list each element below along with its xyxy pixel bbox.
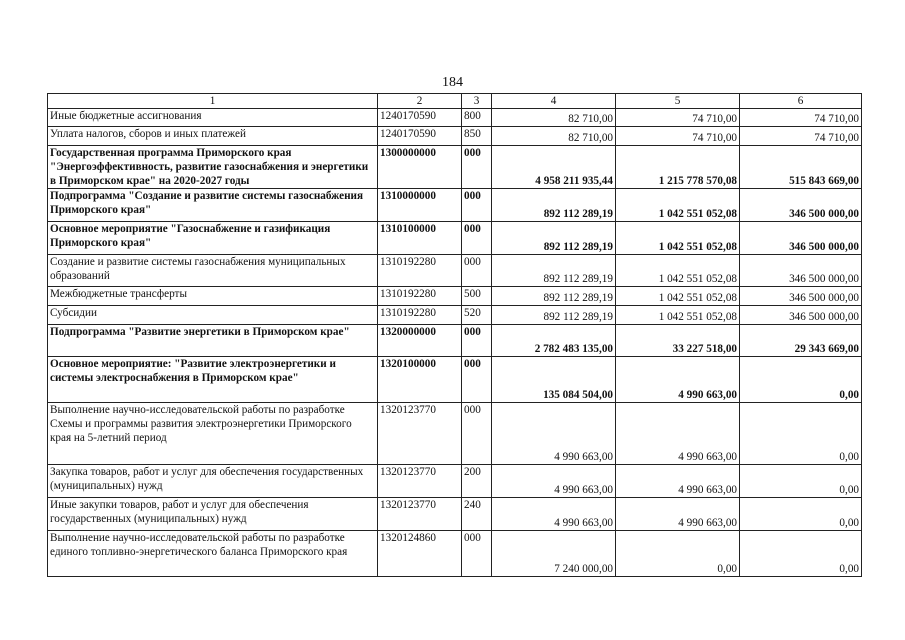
table-row <box>48 403 862 465</box>
expense-type-cell: 000 <box>462 255 492 287</box>
amount-col6-cell: 346 500 000,00 <box>740 306 862 325</box>
column-header: 1 <box>48 94 378 109</box>
target-article-cell: 1320124860 <box>378 531 462 577</box>
target-article-cell: 1240170590 <box>378 127 462 146</box>
row-name-cell: Подпрограмма "Создание и развитие системы газоснабжения Приморского края" <box>48 189 378 222</box>
budget-table <box>47 93 862 577</box>
table-row <box>48 127 862 146</box>
column-header: 2 <box>378 94 462 109</box>
table-row <box>48 287 862 306</box>
row-name-cell: Закупка товаров, работ и услуг для обеспечения государственных (муниципальных) нужд <box>48 465 378 498</box>
amount-col6-cell: 0,00 <box>740 357 862 403</box>
row-name-cell: Подпрограмма "Развитие энергетики в Приморском крае" <box>48 325 378 357</box>
table-row <box>48 531 862 577</box>
expense-type-cell: 000 <box>462 531 492 577</box>
amount-col5-cell: 74 710,00 <box>616 127 740 146</box>
expense-type-cell: 000 <box>462 189 492 222</box>
amount-col5-cell: 0,00 <box>616 531 740 577</box>
expense-type-cell: 520 <box>462 306 492 325</box>
amount-col4-cell: 4 990 663,00 <box>492 465 616 498</box>
amount-col6-cell: 74 710,00 <box>740 109 862 127</box>
target-article-cell: 1320123770 <box>378 465 462 498</box>
table-row <box>48 255 862 287</box>
table-row <box>48 109 862 127</box>
budget-table-body <box>48 94 862 577</box>
amount-col6-cell: 29 343 669,00 <box>740 325 862 357</box>
expense-type-cell: 500 <box>462 287 492 306</box>
row-name-cell: Иные бюджетные ассигнования <box>48 109 378 127</box>
amount-col4-cell: 892 112 289,19 <box>492 287 616 306</box>
amount-col6-cell: 0,00 <box>740 465 862 498</box>
amount-col6-cell: 0,00 <box>740 498 862 531</box>
page-number: 184 <box>442 75 463 90</box>
expense-type-cell: 800 <box>462 109 492 127</box>
table-row <box>48 498 862 531</box>
amount-col6-cell: 0,00 <box>740 403 862 465</box>
amount-col4-cell: 4 990 663,00 <box>492 498 616 531</box>
amount-col6-cell: 346 500 000,00 <box>740 255 862 287</box>
amount-col5-cell: 74 710,00 <box>616 109 740 127</box>
amount-col4-cell: 892 112 289,19 <box>492 189 616 222</box>
table-row <box>48 357 862 403</box>
target-article-cell: 1240170590 <box>378 109 462 127</box>
amount-col4-cell: 82 710,00 <box>492 109 616 127</box>
target-article-cell: 1320100000 <box>378 357 462 403</box>
expense-type-cell: 200 <box>462 465 492 498</box>
amount-col5-cell: 1 042 551 052,08 <box>616 287 740 306</box>
target-article-cell: 1310192280 <box>378 287 462 306</box>
amount-col5-cell: 1 042 551 052,08 <box>616 189 740 222</box>
row-name-cell: Основное мероприятие "Газоснабжение и газификация Приморского края" <box>48 222 378 255</box>
table-header-row <box>48 94 862 109</box>
amount-col5-cell: 4 990 663,00 <box>616 498 740 531</box>
target-article-cell: 1310100000 <box>378 222 462 255</box>
column-header: 6 <box>740 94 862 109</box>
target-article-cell: 1320123770 <box>378 403 462 465</box>
expense-type-cell: 850 <box>462 127 492 146</box>
amount-col6-cell: 346 500 000,00 <box>740 222 862 255</box>
amount-col6-cell: 346 500 000,00 <box>740 189 862 222</box>
row-name-cell: Иные закупки товаров, работ и услуг для обеспечения государственных (муниципальных) нужд <box>48 498 378 531</box>
row-name-cell: Государственная программа Приморского края "Энергоэффективность, развитие газоснабжения и энергетики в Приморском крае" на 2020-2027 годы <box>48 146 378 189</box>
amount-col5-cell: 4 990 663,00 <box>616 357 740 403</box>
target-article-cell: 1310192280 <box>378 306 462 325</box>
row-name-cell: Субсидии <box>48 306 378 325</box>
expense-type-cell: 000 <box>462 222 492 255</box>
table-row <box>48 465 862 498</box>
amount-col5-cell: 4 990 663,00 <box>616 465 740 498</box>
row-name-cell: Межбюджетные трансферты <box>48 287 378 306</box>
amount-col5-cell: 1 042 551 052,08 <box>616 306 740 325</box>
amount-col5-cell: 33 227 518,00 <box>616 325 740 357</box>
row-name-cell: Выполнение научно-исследовательской работы по разработке Схемы и программы развития электроэнергетики Приморского края на 5-летний период <box>48 403 378 465</box>
amount-col5-cell: 4 990 663,00 <box>616 403 740 465</box>
amount-col5-cell: 1 042 551 052,08 <box>616 255 740 287</box>
target-article-cell: 1320123770 <box>378 498 462 531</box>
amount-col6-cell: 0,00 <box>740 531 862 577</box>
amount-col6-cell: 74 710,00 <box>740 127 862 146</box>
target-article-cell: 1300000000 <box>378 146 462 189</box>
amount-col4-cell: 892 112 289,19 <box>492 306 616 325</box>
table-row <box>48 189 862 222</box>
row-name-cell: Уплата налогов, сборов и иных платежей <box>48 127 378 146</box>
amount-col5-cell: 1 042 551 052,08 <box>616 222 740 255</box>
expense-type-cell: 000 <box>462 146 492 189</box>
row-name-cell: Выполнение научно-исследовательской работы по разработке единого топливно-энергетического баланса Приморского края <box>48 531 378 577</box>
expense-type-cell: 000 <box>462 403 492 465</box>
column-header: 4 <box>492 94 616 109</box>
target-article-cell: 1320000000 <box>378 325 462 357</box>
table-row <box>48 306 862 325</box>
expense-type-cell: 000 <box>462 325 492 357</box>
row-name-cell: Создание и развитие системы газоснабжения муниципальных образований <box>48 255 378 287</box>
expense-type-cell: 000 <box>462 357 492 403</box>
amount-col5-cell: 1 215 778 570,08 <box>616 146 740 189</box>
amount-col6-cell: 515 843 669,00 <box>740 146 862 189</box>
table-row <box>48 222 862 255</box>
amount-col4-cell: 7 240 000,00 <box>492 531 616 577</box>
expense-type-cell: 240 <box>462 498 492 531</box>
amount-col6-cell: 346 500 000,00 <box>740 287 862 306</box>
target-article-cell: 1310192280 <box>378 255 462 287</box>
row-name-cell: Основное мероприятие: "Развитие электроэнергетики и системы электроснабжения в Приморском крае" <box>48 357 378 403</box>
amount-col4-cell: 4 990 663,00 <box>492 403 616 465</box>
column-header: 5 <box>616 94 740 109</box>
amount-col4-cell: 135 084 504,00 <box>492 357 616 403</box>
amount-col4-cell: 892 112 289,19 <box>492 222 616 255</box>
table-row <box>48 325 862 357</box>
amount-col4-cell: 892 112 289,19 <box>492 255 616 287</box>
amount-col4-cell: 2 782 483 135,00 <box>492 325 616 357</box>
column-header: 3 <box>462 94 492 109</box>
amount-col4-cell: 4 958 211 935,44 <box>492 146 616 189</box>
table-row <box>48 146 862 189</box>
target-article-cell: 1310000000 <box>378 189 462 222</box>
amount-col4-cell: 82 710,00 <box>492 127 616 146</box>
